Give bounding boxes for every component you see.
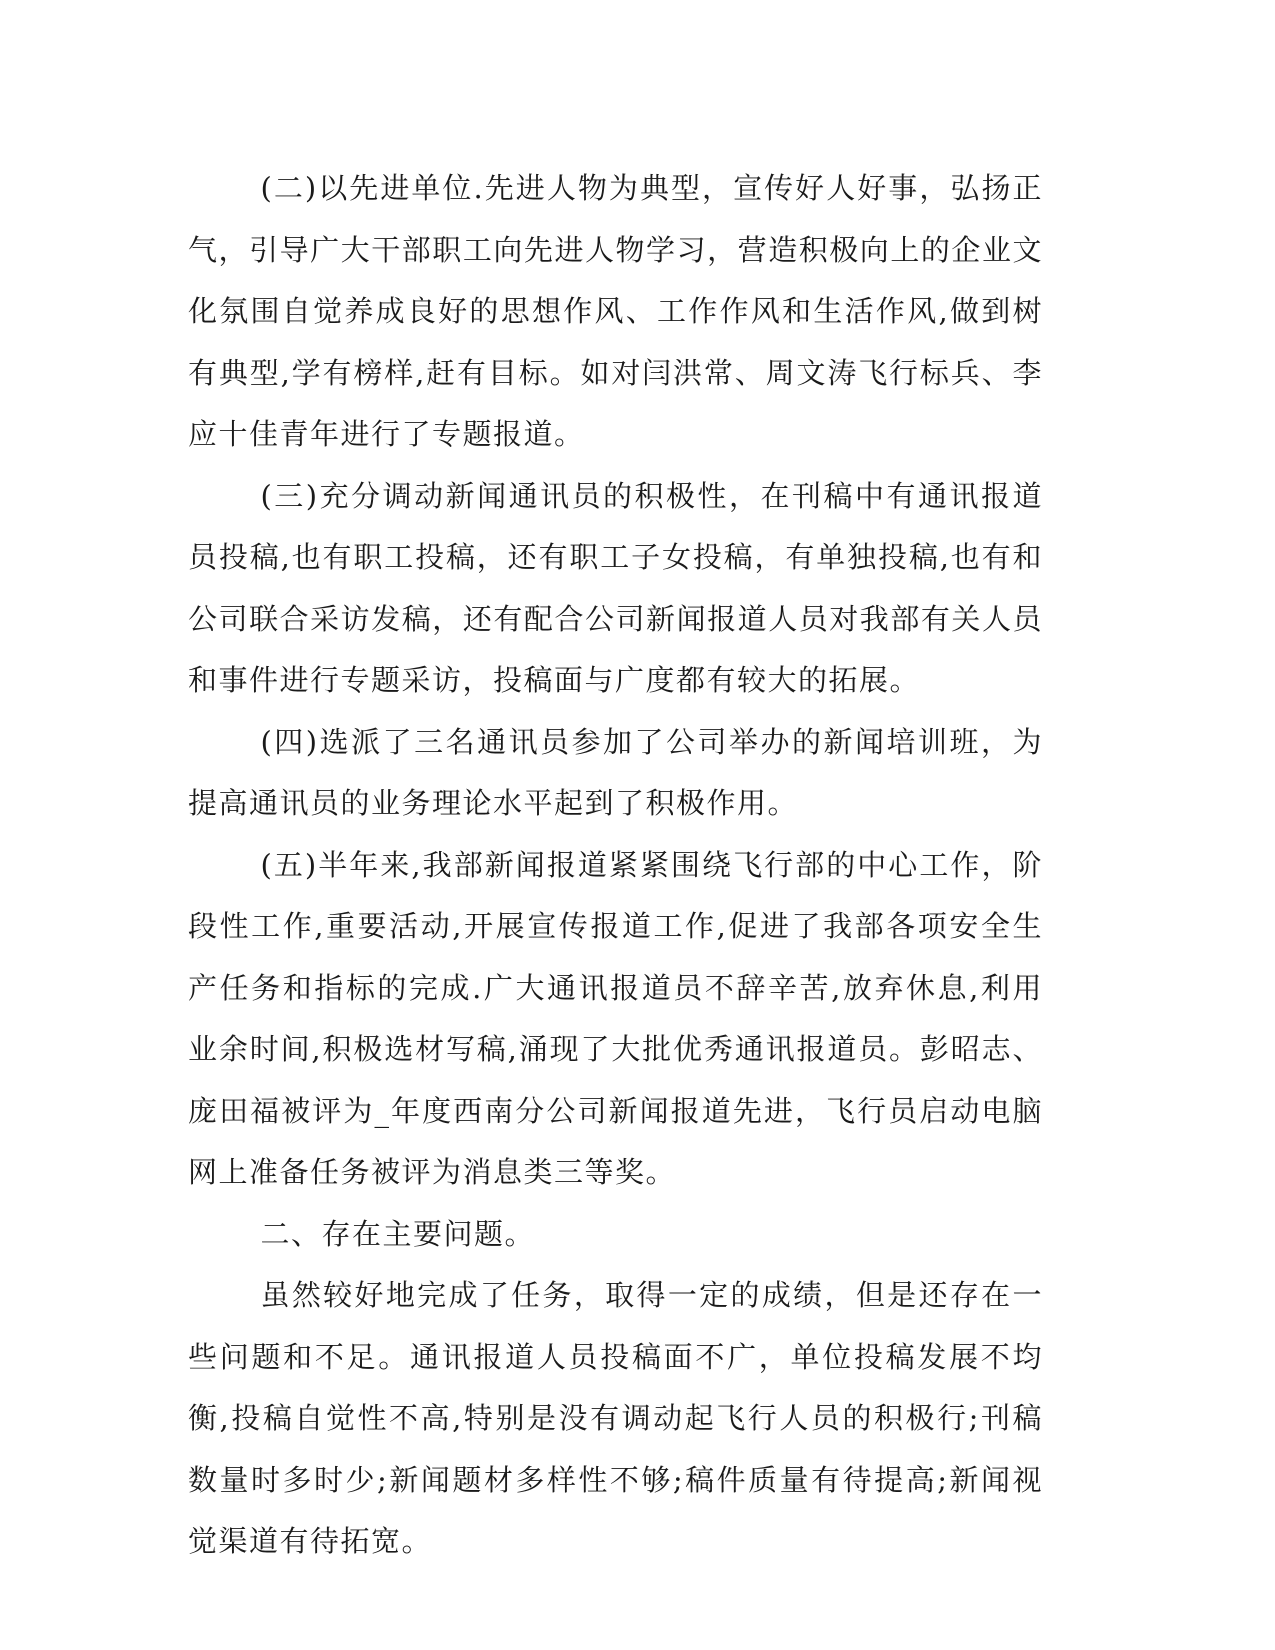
paragraph-half-year: (五)半年来,我部新闻报道紧紧围绕飞行部的中心工作，阶段性工作,重要活动,开展宣传报道工作,促进了我部各项安全生产任务和指标的完成.广大通讯报道员不辞辛苦,放弃休息,利用业余时间,积极选材写稿,涌现了大批优秀通讯报道员。彭昭志、庞田福被评为_年度西南分公司新闻报道先进，飞行员启动电脑网上准备任务被评为消息类三等奖。 [188, 847, 1043, 1189]
paragraph-correspondents: (三)充分调动新闻通讯员的积极性，在刊稿中有通讯报道员投稿,也有职工投稿，还有职工子女投稿，有单独投稿,也有和公司联合采访发稿，还有配合公司新闻报道人员对我部有关人员和事件进行专题采访，投稿面与广度都有较大的拓展。 [188, 478, 1043, 697]
paragraph-training: (四)选派了三名通讯员参加了公司举办的新闻培训班，为提高通讯员的业务理论水平起到了积极作用。 [188, 724, 1043, 820]
paragraph-advanced-models: (二)以先进单位.先进人物为典型，宣传好人好事，弘扬正气，引导广大干部职工向先进人物学习，营造积极向上的企业文化氛围自觉养成良好的思想作风、工作作风和生活作风,做到树有典型,学有榜样,赶有目标。如对闫洪常、周文涛飞行标兵、李应十佳青年进行了专题报道。 [188, 171, 1043, 451]
section-heading-problems: 二、存在主要问题。 [260, 1216, 536, 1251]
paragraph-problems: 虽然较好地完成了任务，取得一定的成绩，但是还存在一些问题和不足。通讯报道人员投稿面不广，单位投稿发展不均衡,投稿自觉性不高,特别是没有调动起飞行人员的积极行;刊稿数量时多时少;新闻题材多样性不够;稿件质量有待提高;新闻视觉渠道有待拓宽。 [188, 1278, 1043, 1558]
